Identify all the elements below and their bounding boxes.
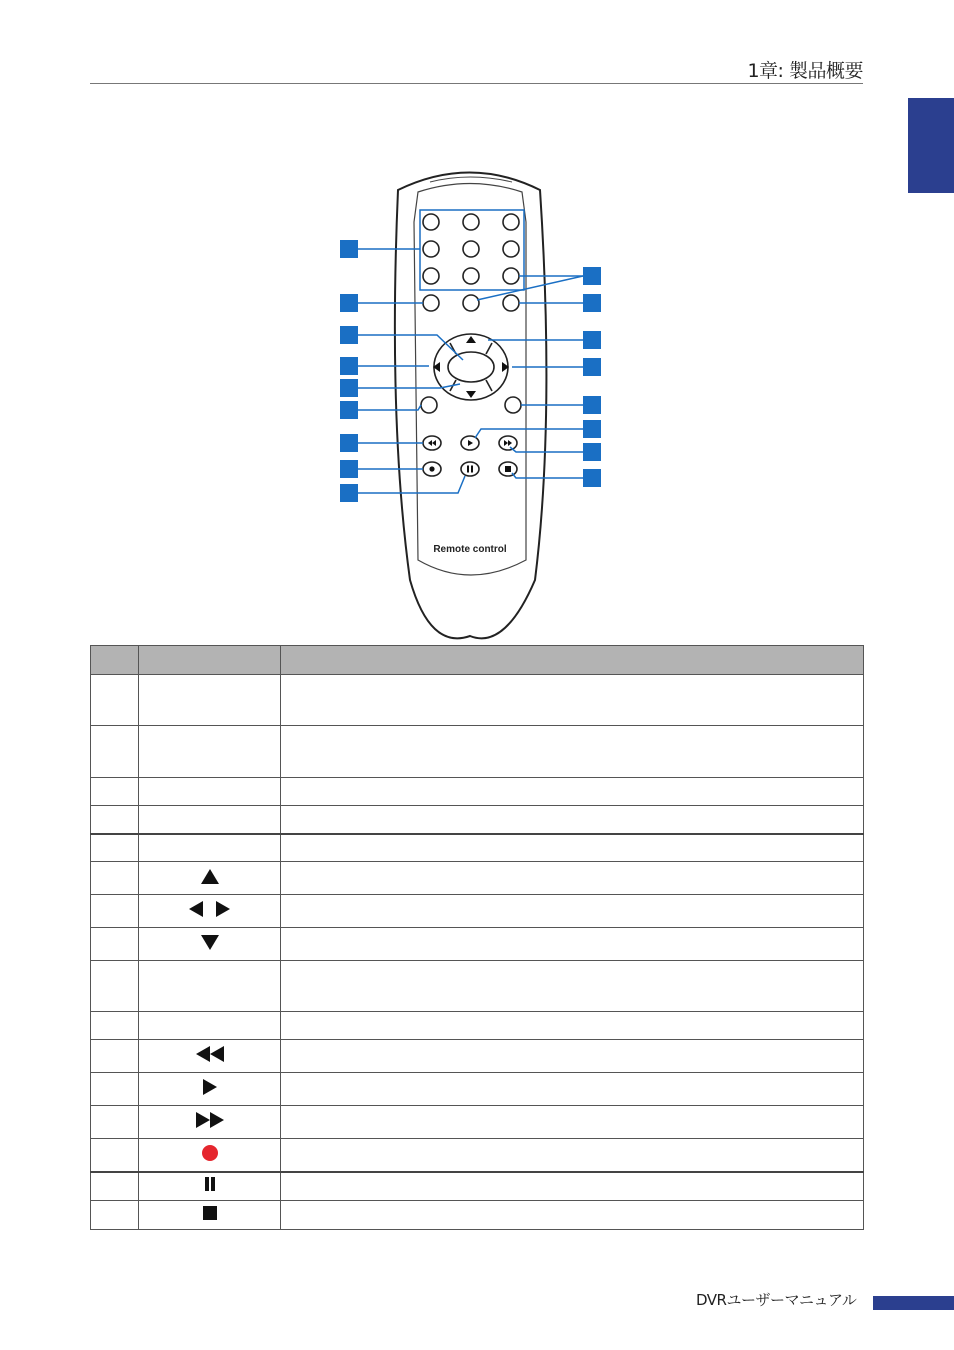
up-arrow-icon: [201, 869, 219, 884]
callout-marker: [340, 379, 358, 397]
remote-control-diagram: [0, 0, 954, 640]
left-arrow-icon: [189, 901, 203, 917]
callout-marker: [340, 434, 358, 452]
table-row: [91, 1201, 864, 1230]
table-row: [91, 1040, 864, 1073]
table-row: [91, 675, 864, 726]
fast-forward-icon: [196, 1112, 210, 1128]
table-header-row: [91, 646, 864, 675]
number-button-3: [503, 214, 519, 230]
d-pad: [434, 334, 508, 400]
stop-icon: [203, 1206, 217, 1220]
number-button-5: [463, 241, 479, 257]
rewind-icon: [210, 1046, 224, 1062]
rewind-icon: [196, 1046, 210, 1062]
callout-marker: [340, 484, 358, 502]
manual-title: DVRユーザーマニュアル: [696, 1291, 857, 1309]
pause-icon: [211, 1177, 215, 1191]
number-button-4: [423, 241, 439, 257]
number-button-1: [423, 214, 439, 230]
table-row: [91, 1012, 864, 1040]
down-arrow-icon: [201, 935, 219, 950]
number-button-0: [463, 295, 479, 311]
pause-icon-left: [467, 466, 469, 473]
number-button-8: [463, 268, 479, 284]
number-button-6: [503, 241, 519, 257]
callout-marker: [340, 294, 358, 312]
footer-accent-bar: [873, 1296, 954, 1310]
table-row: [91, 928, 864, 961]
callout-marker: [340, 240, 358, 258]
callout-marker: [340, 326, 358, 344]
table-row: [91, 834, 864, 862]
number-button-9: [503, 268, 519, 284]
pause-icon-right: [471, 466, 473, 473]
table-row: [91, 726, 864, 778]
button-function-table: [90, 645, 864, 1230]
table-header-cell: [281, 646, 864, 675]
remote-label: Remote control: [433, 544, 507, 555]
table-row: [91, 895, 864, 928]
table-row: [91, 806, 864, 834]
callout-marker: [340, 401, 358, 419]
table-header-cell: [139, 646, 281, 675]
callout-marker: [583, 267, 601, 285]
callout-marker: [583, 443, 601, 461]
function-button-right: [503, 295, 519, 311]
table-header-cell: [91, 646, 139, 675]
right-arrow-icon: [216, 901, 230, 917]
table-row: [91, 1106, 864, 1139]
record-icon: [429, 466, 434, 471]
table-row: [91, 1139, 864, 1172]
callout-marker: [583, 420, 601, 438]
play-icon: [203, 1079, 217, 1095]
function-button-left: [423, 295, 439, 311]
record-icon: [202, 1145, 218, 1161]
pause-icon: [205, 1177, 209, 1191]
stop-icon: [505, 466, 511, 472]
number-button-7: [423, 268, 439, 284]
fast-forward-icon: [210, 1112, 224, 1128]
table-row: [91, 1172, 864, 1201]
callout-marker: [583, 469, 601, 487]
callout-marker: [583, 331, 601, 349]
table-row: [91, 1073, 864, 1106]
callout-marker: [583, 294, 601, 312]
callout-marker: [340, 460, 358, 478]
table-row: [91, 961, 864, 1012]
callout-marker: [340, 357, 358, 375]
exit-button: [505, 397, 521, 413]
menu-button: [421, 397, 437, 413]
table-row: [91, 862, 864, 895]
chapter-title: 1章: 製品概要: [747, 60, 863, 82]
callout-marker: [583, 396, 601, 414]
pause-button: [461, 462, 479, 476]
enter-button: [448, 352, 494, 382]
number-button-2: [463, 214, 479, 230]
callout-marker: [583, 358, 601, 376]
table-row: [91, 778, 864, 806]
